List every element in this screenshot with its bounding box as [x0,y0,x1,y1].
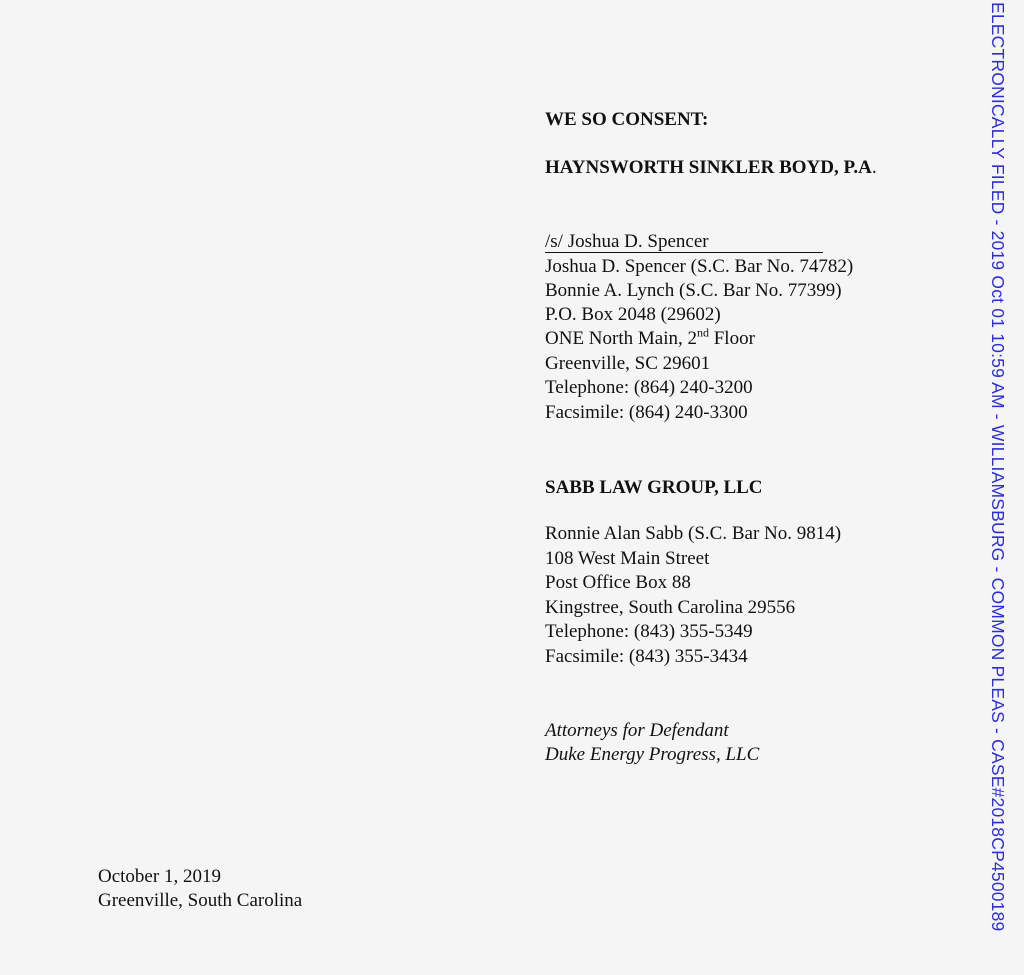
signature-text: /s/ Joshua D. Spencer [545,232,823,253]
firm2-facsimile: Facsimile: (843) 355-3434 [545,646,748,667]
firm1-po-box: P.O. Box 2048 (29602) [545,304,721,325]
signing-date: October 1, 2019 [98,866,221,887]
firm2-telephone: Telephone: (843) 355-5349 [545,621,753,642]
firm2-po-box: Post Office Box 88 [545,572,691,593]
filing-stamp-text: ELECTRONICALLY FILED - 2019 Oct 01 10:59 AM - WILLIAMSBURG - COMMON PLEAS - CASE#2018CP4500189 [988,2,1008,932]
attorneys-for-line2: Duke Energy Progress, LLC [545,744,760,765]
firm1-city: Greenville, SC 29601 [545,353,711,374]
firm1-street [545,327,755,351]
firm1-telephone: Telephone: (864) 240-3200 [545,377,753,398]
firm1-street-sup: nd [696,325,709,340]
firm1-name-suffix: . [871,157,877,178]
firm1-name [545,156,877,180]
firm1-attorney2: Bonnie A. Lynch (S.C. Bar No. 77399) [545,280,842,301]
firm1-facsimile: Facsimile: (864) 240-3300 [545,402,748,423]
firm1-attorney1: Joshua D. Spencer (S.C. Bar No. 74782) [545,256,854,277]
firm2-street: 108 West Main Street [545,548,710,569]
firm2-name: SABB LAW GROUP, LLC [545,477,763,498]
firm1-street-suffix: Floor [708,328,755,349]
signature-line [545,230,823,254]
firm1-street-prefix: ONE North Main, 2 [545,328,697,349]
firm1-name-text: HAYNSWORTH SINKLER BOYD, P.A [545,157,872,178]
firm2-attorney: Ronnie Alan Sabb (S.C. Bar No. 9814) [545,523,842,544]
firm2-city: Kingstree, South Carolina 29556 [545,597,796,618]
consent-heading: WE SO CONSENT: [545,109,709,130]
signing-location: Greenville, South Carolina [98,890,303,911]
attorneys-for-line1: Attorneys for Defendant [545,720,729,741]
